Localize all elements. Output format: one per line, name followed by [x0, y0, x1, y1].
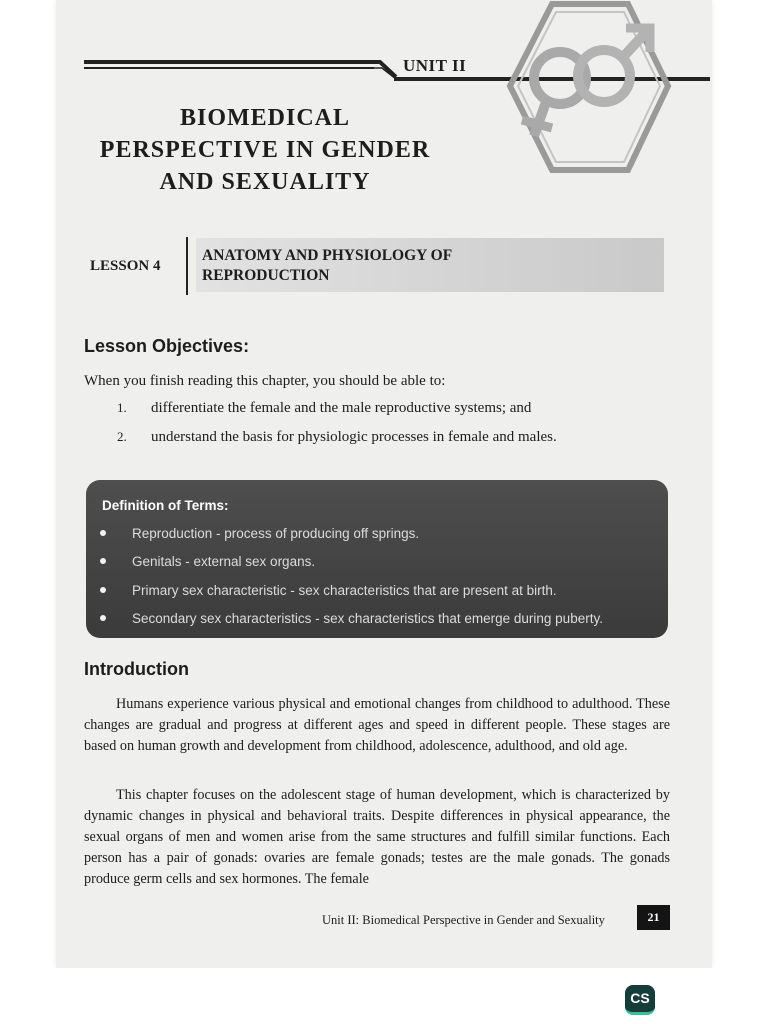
objective-item: [117, 400, 531, 417]
bullet-icon: [100, 530, 106, 536]
unit-label: UNIT II: [403, 56, 467, 75]
running-footer-title: Unit II: Biomedical Perspective in Gender and Sexuality: [322, 913, 605, 927]
lesson-title: [202, 246, 642, 286]
objective-number: 1.: [117, 400, 127, 415]
unit-title-line-2: PERSPECTIVE IN GENDER: [99, 137, 431, 163]
objectives-heading: Lesson Objectives:: [84, 336, 250, 356]
bullet-icon: [100, 587, 106, 593]
bullet-icon: [100, 615, 106, 621]
lesson-number: LESSON 4: [90, 258, 161, 274]
term-text: Primary sex characteristic - sex characteristics that are present at birth.: [132, 583, 557, 598]
term-text: Reproduction - process of producing off springs.: [132, 526, 420, 541]
lesson-title-line-1: ANATOMY AND PHYSIOLOGY OF: [202, 247, 453, 264]
unit-title-line-1: BIOMEDICAL: [179, 105, 351, 131]
lesson-divider: [186, 237, 188, 295]
page-number: 21: [637, 905, 670, 930]
camscanner-logo-icon: CS: [625, 985, 655, 1015]
header-rule-joint: [360, 58, 400, 80]
gender-symbols-hexagon-icon: [500, 0, 675, 178]
term-item: [100, 554, 315, 569]
unit-title: [80, 102, 450, 198]
term-text: Genitals - external sex organs.: [132, 554, 316, 569]
unit-title-line-3: AND SEXUALITY: [159, 169, 371, 195]
term-item: [100, 611, 603, 626]
introduction-paragraph: Humans experience various physical and emotional changes from childhood to adulthood. These changes are gradual and progress at different ages and speed in different people. These stages are based on human growth and development from childhood, adolescence, adulthood, and old age.: [84, 696, 670, 754]
objective-text: understand the basis for physiologic processes in female and males.: [151, 429, 557, 445]
term-item: [100, 526, 419, 541]
lesson-title-line-2: REPRODUCTION: [202, 267, 330, 284]
objectives-intro: When you finish reading this chapter, you should be able to:: [84, 373, 446, 389]
terms-heading: Definition of Terms:: [102, 498, 229, 513]
objective-item: [117, 429, 557, 446]
bullet-icon: [100, 558, 106, 564]
objective-text: differentiate the female and the male reproductive systems; and: [151, 400, 532, 416]
header-rule-left: [84, 60, 364, 64]
introduction-paragraph: This chapter focuses on the adolescent stage of human development, which is characterized by dynamic changes in physical and behavioral traits. Despite differences in physical appearance, the sexual organs of men and women arise from the same structures and fulfill similar functions. Each person has a pair of gonads: ovaries are female gonads; testes are the male gonads. The gonads produce germ cells and sex hormones. The female: [84, 787, 670, 887]
introduction-heading: Introduction: [84, 659, 189, 679]
term-item: [100, 583, 557, 598]
header-rule-left-thin: [84, 67, 374, 69]
term-text: Secondary sex characteristics - sex characteristics that emerge during puberty.: [132, 611, 603, 626]
objective-number: 2.: [117, 429, 127, 444]
